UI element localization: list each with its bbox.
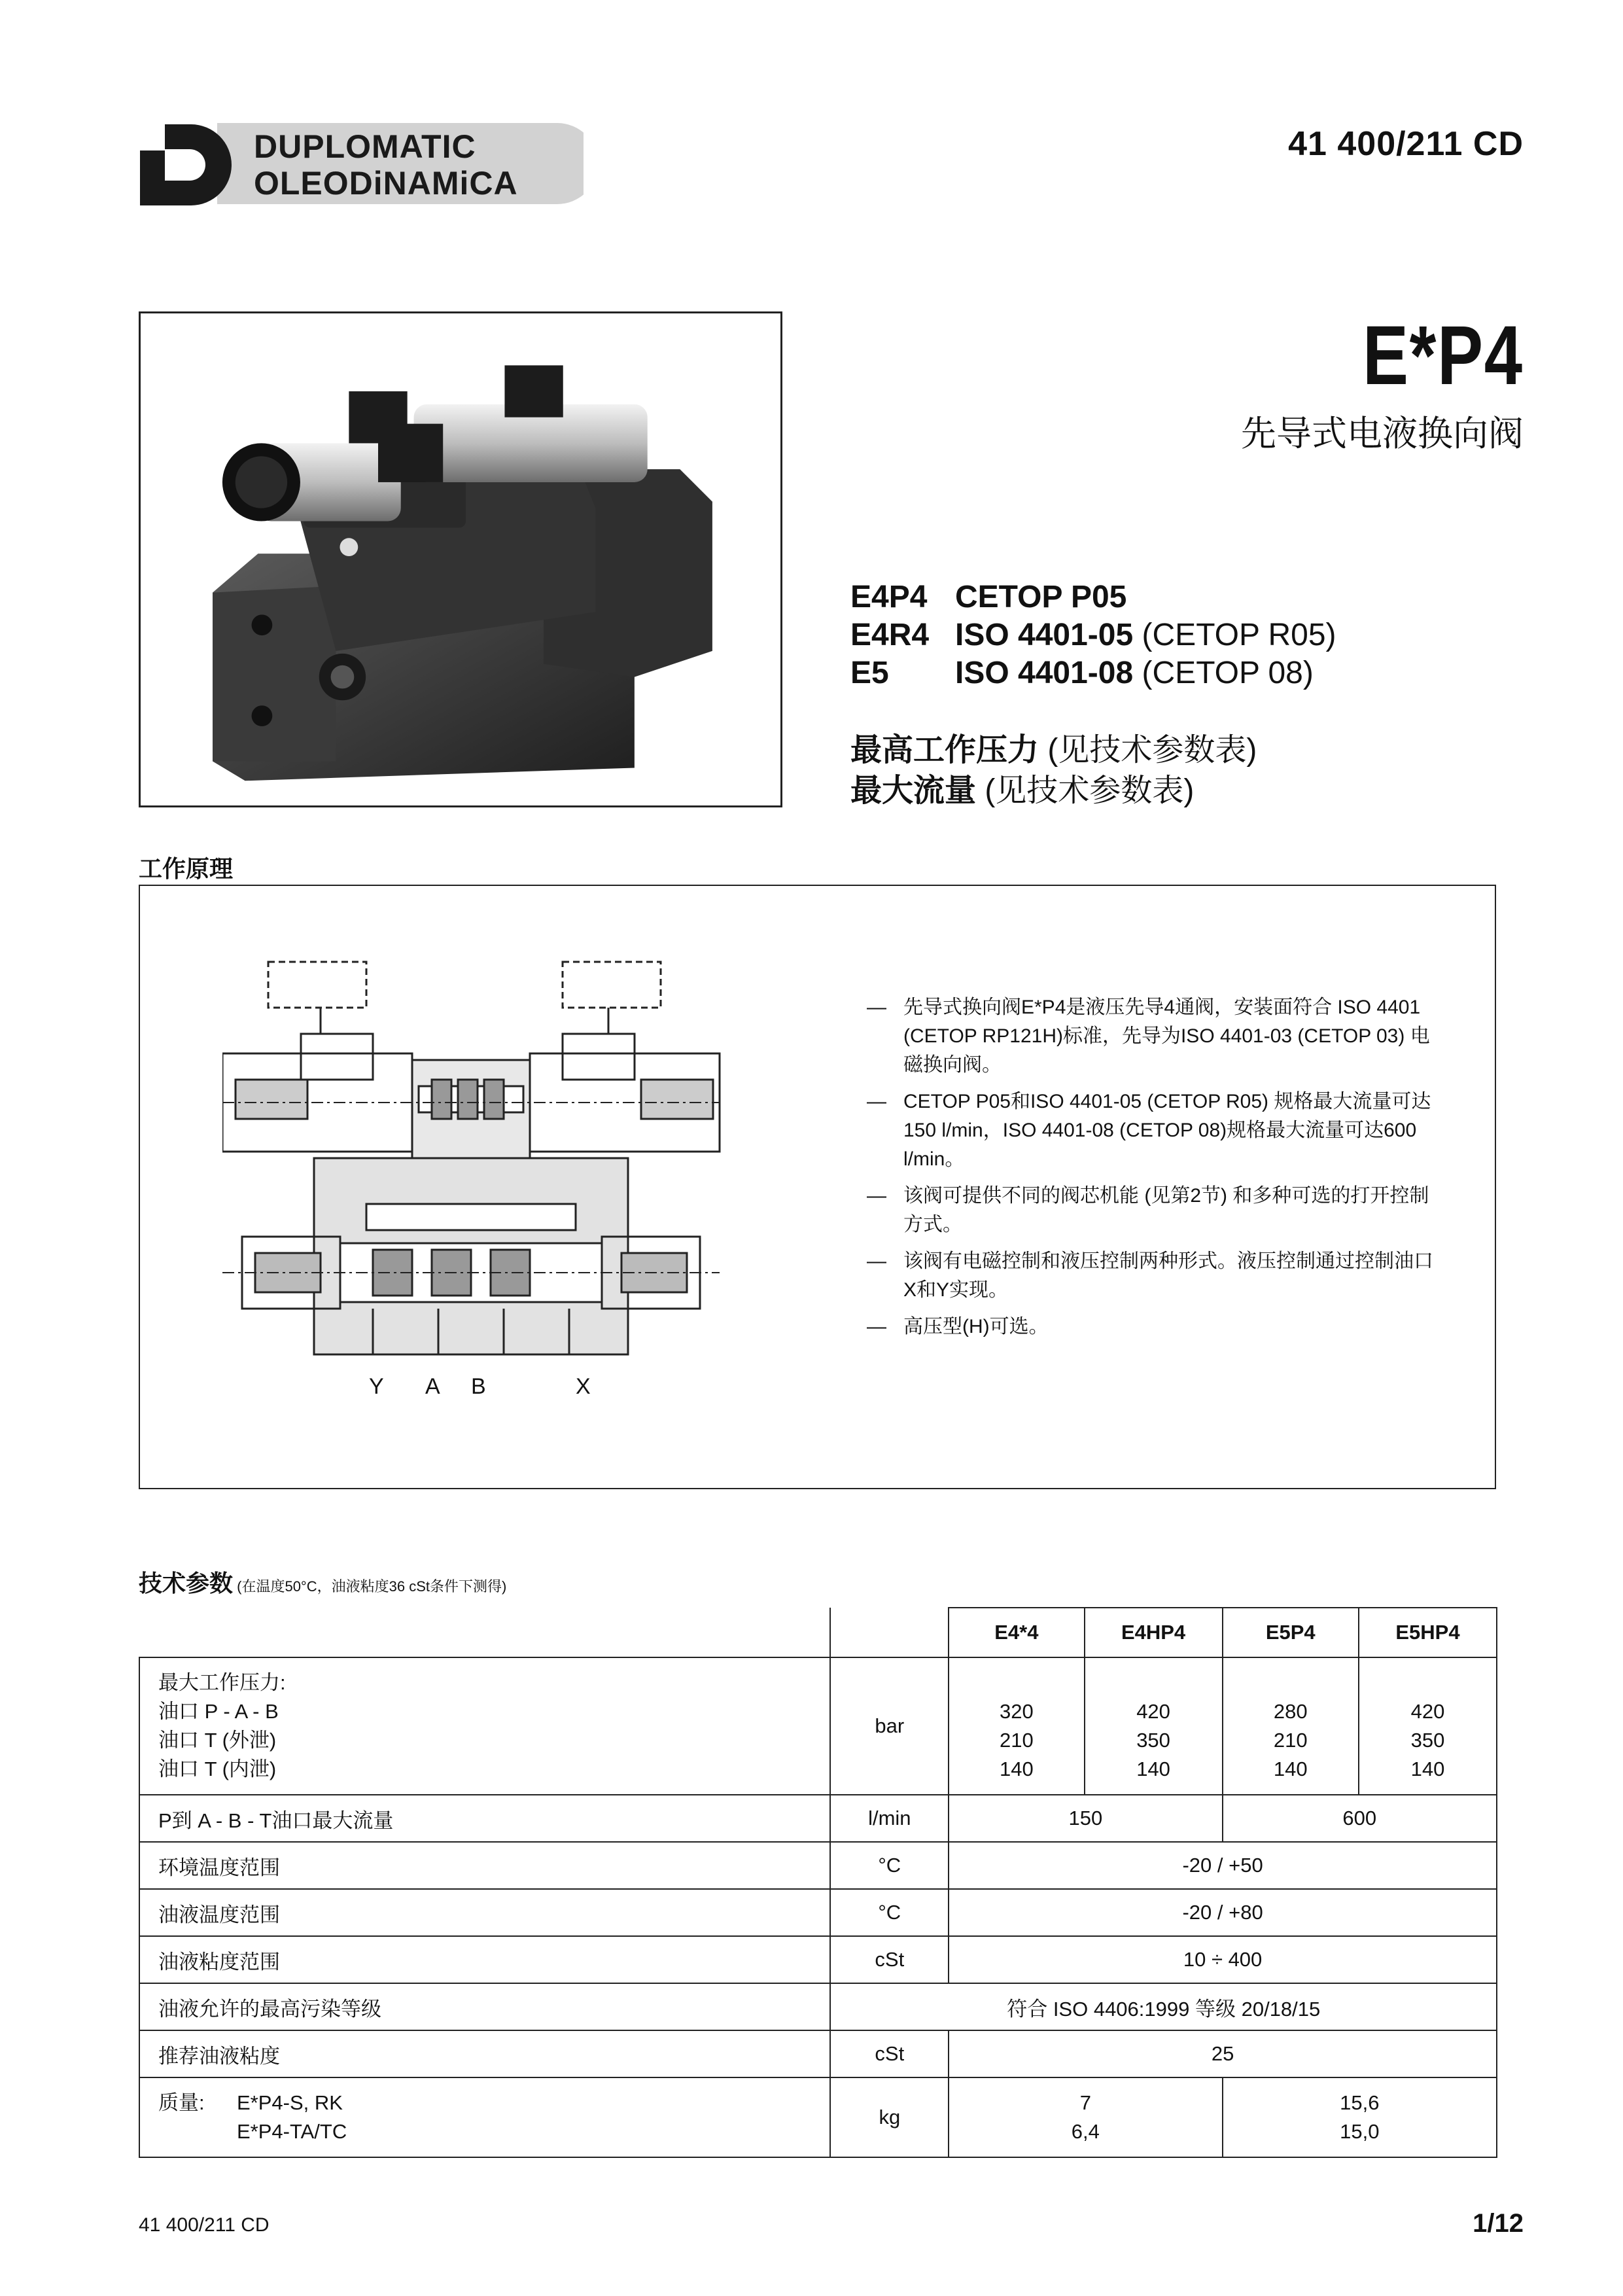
port-label-a: A — [425, 1374, 440, 1399]
max-pressure-label: 最高工作压力 — [850, 733, 1039, 768]
value-cell: -20 / +50 — [949, 1842, 1497, 1889]
table-row — [139, 2030, 1497, 2077]
principle-bullets — [867, 993, 1442, 1349]
row-label: 质量: — [158, 2091, 205, 2114]
table-row — [139, 1983, 1497, 2030]
max-flow-line — [850, 771, 1257, 811]
unit-cell: kg — [830, 2077, 949, 2157]
valve-photo-illustration — [141, 313, 780, 805]
column-header: E5P4 — [1223, 1608, 1359, 1657]
value-cell: 350 — [1136, 1729, 1170, 1752]
product-photo — [139, 311, 782, 807]
bullet-dash: — — [867, 1091, 886, 1112]
brand-name-line2: OLEODiNAMiCA — [254, 165, 518, 202]
value-cell: 7 — [1079, 2091, 1091, 2114]
bullet-dash: — — [867, 1316, 886, 1337]
table-header-row — [139, 1608, 1497, 1657]
table-row — [139, 1842, 1497, 1889]
row-label: 推荐油液粘度 — [139, 2030, 830, 2077]
bullet-dash: — — [867, 997, 886, 1018]
max-flow-label: 最大流量 — [850, 773, 977, 808]
bullet-text: 该阀可提供不同的阀芯机能 (见第2节) 和多种可选的打开控制方式。 — [903, 1185, 1429, 1235]
port-label-b: B — [471, 1374, 486, 1399]
variant-name: E*P4-TA/TC — [237, 2120, 347, 2143]
ratings-summary — [850, 730, 1257, 811]
row-label: 环境温度范围 — [139, 1842, 830, 1889]
port-label-x: X — [576, 1374, 591, 1399]
value-cell: 140 — [1410, 1757, 1445, 1780]
value-cell: 25 — [949, 2030, 1497, 2077]
standard-name: ISO 4401-08 — [955, 656, 1134, 690]
standard-name: CETOP P05 — [955, 580, 1127, 614]
row-label: 油液温度范围 — [139, 1889, 830, 1936]
value-cell: 15,0 — [1340, 2120, 1380, 2143]
params-note: (在温度50°C，油液粘度36 cSt条件下测得) — [233, 1578, 507, 1595]
bullet-dash: — — [867, 1250, 886, 1272]
unit-cell: °C — [830, 1842, 949, 1889]
max-pressure-line — [850, 730, 1257, 771]
row-label: 最大工作压力: — [158, 1671, 286, 1694]
column-header: E4HP4 — [1085, 1608, 1223, 1657]
value-cell: 10 ÷ 400 — [949, 1936, 1497, 1983]
row-label: 油液允许的最高污染等级 — [139, 1983, 830, 2030]
bullet-dash: — — [867, 1185, 886, 1207]
value-cell: 350 — [1410, 1729, 1445, 1752]
standard-code: E4P4 — [850, 580, 928, 614]
bullet-text: 先导式换向阀E*P4是液压先导4通阀，安装面符合 ISO 4401 (CETOP RP121H)标准，先导为ISO 4401-03 (CETOP 03) 电磁换向阀。 — [903, 997, 1430, 1076]
value-cell: 280 — [1273, 1700, 1308, 1723]
section-heading-params — [139, 1565, 506, 1598]
standard-code: E5 — [850, 656, 889, 690]
value-cell: 420 — [1136, 1700, 1170, 1723]
bullet-text: CETOP P05和ISO 4401-05 (CETOP R05) 规格最大流量可达150 l/min，ISO 4401-08 (CETOP 08)规格最大流量可达600 l/min。 — [903, 1091, 1431, 1170]
unit-cell: cSt — [830, 2030, 949, 2077]
standard-alias: (CETOP 08) — [1133, 656, 1314, 690]
standard-code: E4R4 — [850, 618, 930, 652]
page-number: 1/12 — [1473, 2209, 1524, 2238]
variant-name: E*P4-S, RK — [237, 2091, 343, 2114]
port-name: 油口 P - A - B — [158, 1700, 279, 1723]
column-header: E5HP4 — [1359, 1608, 1497, 1657]
document-number: 41 400/211 CD — [1288, 125, 1524, 163]
table-row — [139, 1889, 1497, 1936]
standards-list — [850, 578, 1336, 692]
standard-row — [850, 578, 1336, 616]
value-cell: 210 — [999, 1729, 1034, 1752]
product-subtitle: 先导式电液换向阀 — [1241, 414, 1524, 453]
section-heading-principle: 工作原理 — [139, 855, 234, 882]
value-cell: 210 — [1273, 1729, 1308, 1752]
standard-row — [850, 654, 1336, 692]
value-cell: 15,6 — [1340, 2091, 1380, 2114]
params-title: 技术参数 — [139, 1570, 234, 1597]
table-row — [139, 1936, 1497, 1983]
max-flow-note: (见技术参数表) — [976, 773, 1195, 808]
footer-document-number: 41 400/211 CD — [139, 2214, 270, 2236]
list-item — [867, 1087, 1442, 1174]
table-row — [139, 1795, 1497, 1842]
valve-section-schematic — [222, 942, 765, 1439]
standard-row — [850, 616, 1336, 654]
port-label-y: Y — [369, 1374, 384, 1399]
unit-cell: l/min — [830, 1795, 949, 1842]
value-cell: 140 — [999, 1757, 1034, 1780]
brand-name-line1: DUPLOMATIC — [254, 128, 476, 165]
value-cell: 140 — [1136, 1757, 1170, 1780]
value-cell: 420 — [1410, 1700, 1445, 1723]
list-item — [867, 993, 1442, 1080]
bullet-text: 高压型(H)可选。 — [903, 1316, 1049, 1337]
unit-cell: bar — [830, 1657, 949, 1795]
section-drawing-icon — [222, 942, 765, 1439]
bullet-text: 该阀有电磁控制和液压控制两种形式。液压控制通过控制油口X和Y实现。 — [903, 1250, 1433, 1301]
value-cell: 符合 ISO 4406:1999 等级 20/18/15 — [830, 1983, 1497, 2030]
value-cell: 320 — [999, 1700, 1034, 1723]
unit-cell: cSt — [830, 1936, 949, 1983]
port-name: 油口 T (外泄) — [158, 1729, 277, 1752]
value-cell: 150 — [949, 1795, 1222, 1842]
value-cell: 6,4 — [1071, 2120, 1100, 2143]
unit-cell: °C — [830, 1889, 949, 1936]
port-name: 油口 T (内泄) — [158, 1757, 277, 1780]
value-cell: 140 — [1273, 1757, 1308, 1780]
row-label: 油液粘度范围 — [139, 1936, 830, 1983]
list-item — [867, 1313, 1442, 1341]
list-item — [867, 1182, 1442, 1239]
standard-name: ISO 4401-05 — [955, 618, 1134, 652]
standard-alias: (CETOP R05) — [1133, 618, 1336, 652]
brand-logo — [139, 118, 584, 216]
list-item — [867, 1247, 1442, 1305]
table-row — [139, 1657, 1497, 1795]
technical-parameters-table — [139, 1607, 1497, 2158]
row-label: P到 A - B - T油口最大流量 — [139, 1795, 830, 1842]
product-model-title: E*P4 — [1363, 309, 1524, 402]
column-header: E4*4 — [949, 1608, 1084, 1657]
value-cell: 600 — [1223, 1795, 1497, 1842]
value-cell: -20 / +80 — [949, 1889, 1497, 1936]
table-row — [139, 2077, 1497, 2157]
max-pressure-note: (见技术参数表) — [1039, 733, 1257, 768]
